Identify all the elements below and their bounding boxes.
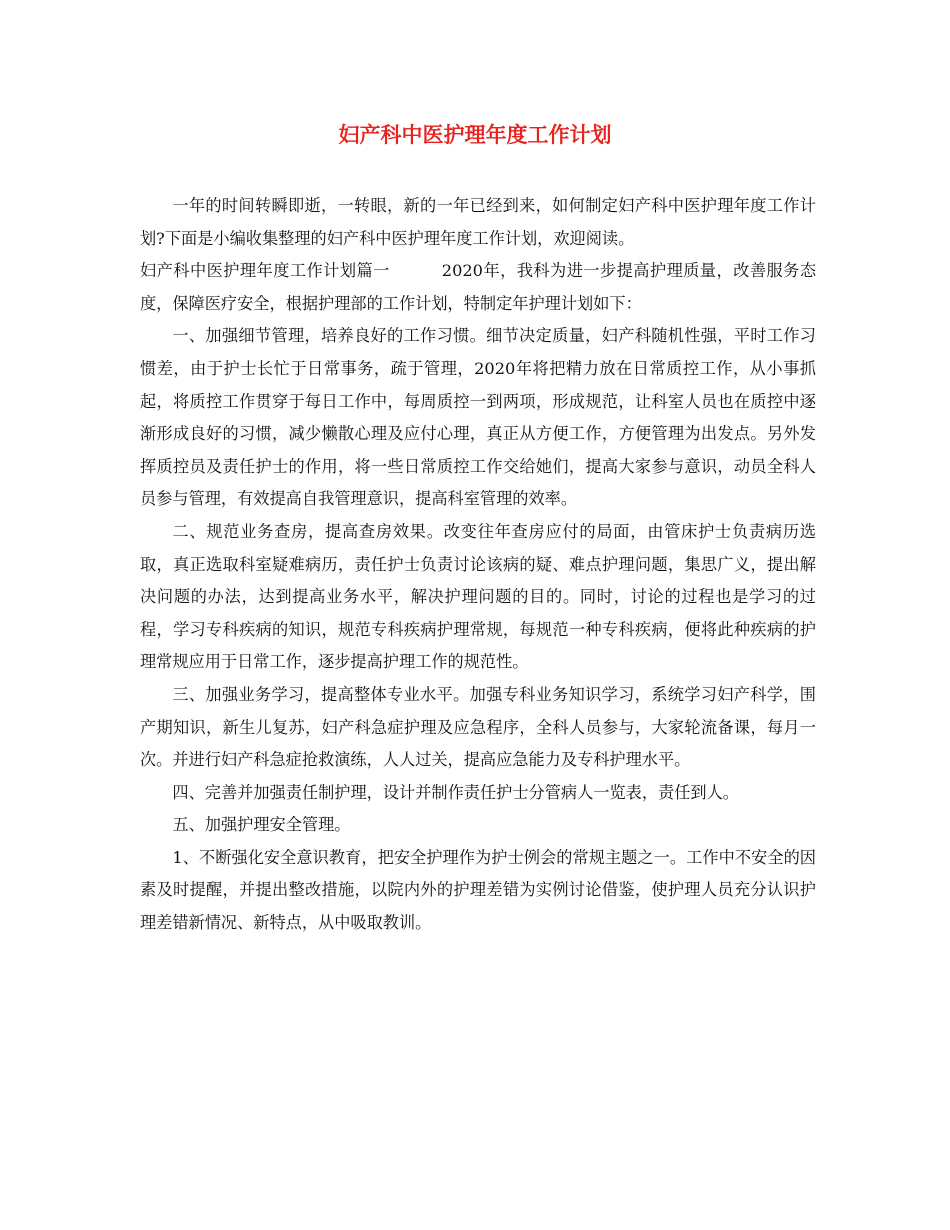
paragraph-2: 二、规范业务查房，提高查房效果。改变往年查房应付的局面，由管床护士负责病历选取，真正选取科室疑难病历，责任护士负责讨论该病的疑、难点护理问题，集思广义，提出解决问题的办法，达到提高业务水平，解决护理问题的目的。同时，讨论的过程也是学习的过程，学习专科疾病的知识，规范专科疾病护理常规，每规范一种专科疾病，便将此种疾病的护理常规应用于日常工作，逐步提高护理工作的规范性。 [140,521,816,672]
section-paragraph [140,255,816,320]
paragraph-1: 一、加强细节管理，培养良好的工作习惯。细节决定质量，妇产科随机性强，平时工作习惯差，由于护士长忙于日常事务，疏于管理，2020年将把精力放在日常质控工作，从小事抓起，将质控工作贯穿于每日工作中，每周质控一到两项，形成规范，让科室人员也在质控中逐渐形成良好的习惯，减少懒散心理及应付心理，真正从方便工作，方便管理为出发点。另外发挥质控员及责任护士的作用，将一些日常质控工作交给她们，提高大家参与意识，动员全科人员参与管理，有效提高自我管理意识，提高科室管理的效率。 [140,326,816,509]
paragraph-5: 五、加强护理安全管理。 [172,815,351,835]
paragraph-4: 四、完善并加强责任制护理，设计并制作责任护士分管病人一览表，责任到人。 [172,782,739,802]
section-heading: 妇产科中医护理年度工作计划篇一 [140,261,390,281]
paragraph-6: 1、不断强化安全意识教育，把安全护理作为护士例会的常规主题之一。工作中不安全的因素及时提醒，并提出整改措施，以院内外的护理差错为实例讨论借鉴，使护理人员充分认识护理差错新情况、新特点，从中吸取教训。 [140,847,816,933]
section-heading-text: 2020年，我科为进一步提高护理质量，改善服务态度，保障医疗安全，根据护理部的工作计划，特制定年护理计划如下： [140,261,817,313]
document-title: 妇产科中医护理年度工作计划 [338,122,612,147]
document-body [140,190,816,940]
paragraph-3: 三、加强业务学习，提高整体专业水平。加强专科业务知识学习，系统学习妇产科学，围产期知识，新生儿复苏，妇产科急症护理及应急程序，全科人员参与，大家轮流备课，每月一次。并进行妇产科急症抢救演练，人人过关，提高应急能力及专科护理水平。 [140,684,816,770]
intro-paragraph: 一年的时间转瞬即逝，一转眼，新的一年已经到来，如何制定妇产科中医护理年度工作计划?下面是小编收集整理的妇产科中医护理年度工作计划，欢迎阅读。 [140,196,816,248]
